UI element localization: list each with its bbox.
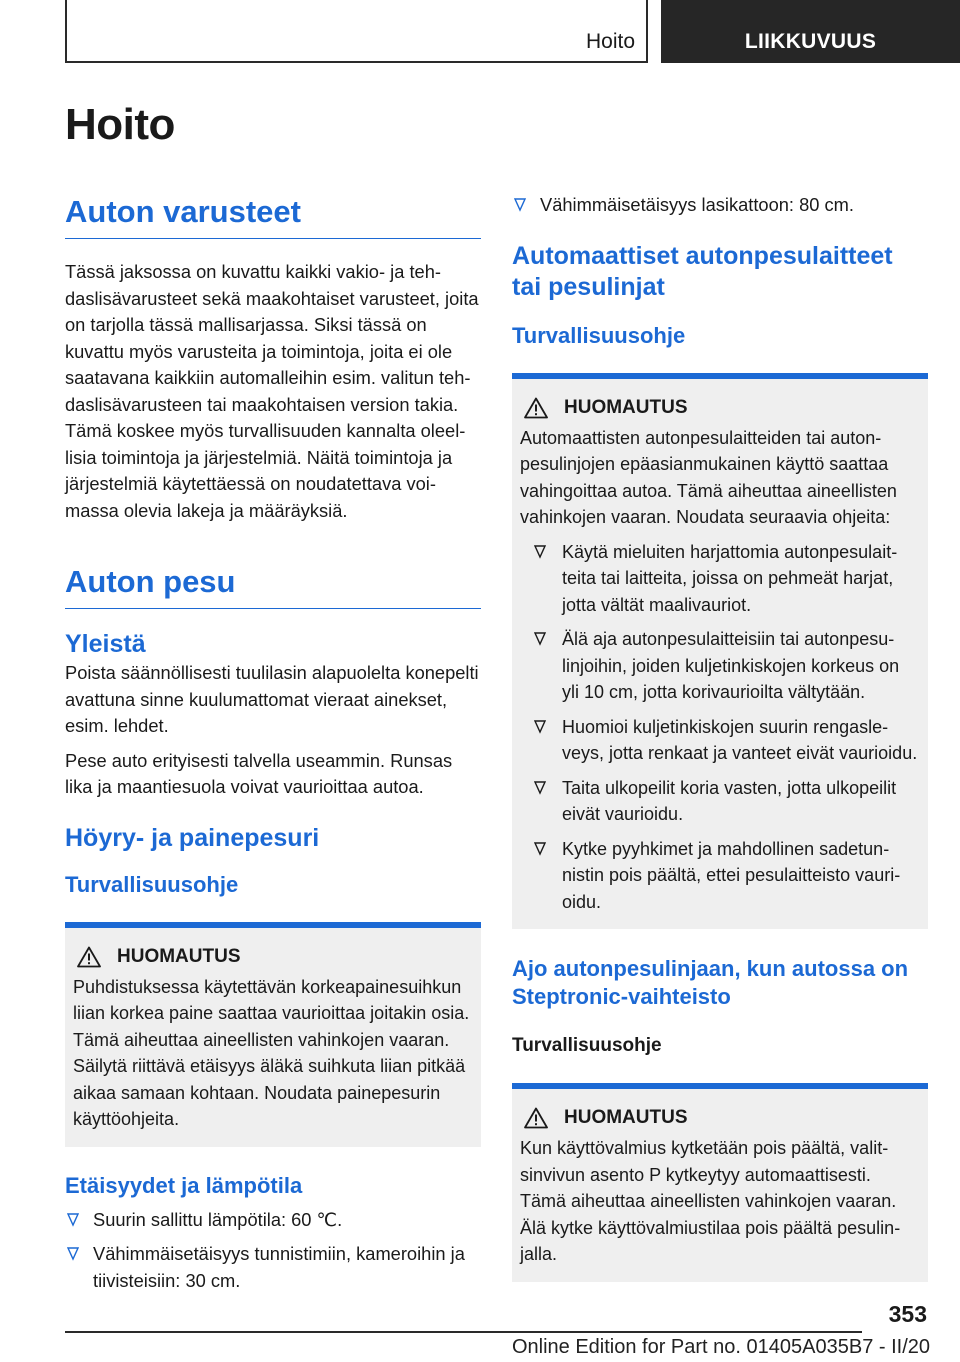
bullet-triangle-icon xyxy=(534,720,546,734)
header-section: Hoito xyxy=(585,30,635,53)
footer-divider xyxy=(65,1331,862,1333)
list-item: Huomioi kuljetinkiskojen suurin rengasleveys, jotta renkaat ja vanteet eivät vaurioidu. xyxy=(520,714,920,767)
general-paragraph-1: Poista säännöllisesti tuulilasin alapuolelta konepelti avattuna sinne kuulumattomat vieraat ainekset, esim. lehdet. xyxy=(65,662,479,736)
warning-box-carwash xyxy=(512,373,928,930)
heading-hoyry-painepesuri: Höyry- ja painepesuri xyxy=(65,823,320,852)
heading-turvallisuusohje: Turvallisuusohje xyxy=(65,871,239,897)
right-column xyxy=(512,192,928,1282)
heading-turvallisuusohje-steptronic: Turvallisuusohje xyxy=(512,1035,662,1056)
warning-header xyxy=(520,1107,920,1129)
heading-yleista: Yleistä xyxy=(65,630,146,658)
list-item: Käytä mieluiten harjattomia autonpesulaitteita tai laitteita, joissa on pehmeät harjat, jotta vältät maalivauriot. xyxy=(520,539,920,619)
warning-triangle-icon xyxy=(524,1107,548,1129)
heading-auton-pesu: Auton pesu xyxy=(65,560,481,609)
warning-triangle-icon xyxy=(77,946,101,968)
bullet-triangle-icon xyxy=(534,632,546,646)
list-item: Vähimmäisetäisyys tunnistimiin, kameroihin ja tiivisteisiin: 30 cm. xyxy=(65,1241,481,1294)
carwash-instructions-list xyxy=(520,539,920,916)
warning-title: HUOMAUTUS xyxy=(564,396,688,418)
warning-title: HUOMAUTUS xyxy=(564,1107,688,1128)
footer-edition: Online Edition for Part no. 01405A035B7 - II/20 xyxy=(511,1336,930,1358)
bullet-triangle-icon xyxy=(514,198,526,212)
distances-list xyxy=(65,1207,481,1295)
page-title: Hoito xyxy=(65,100,175,149)
warning-title: HUOMAUTUS xyxy=(117,945,241,967)
heading-auton-varusteet: Auton varusteet xyxy=(65,190,481,239)
bullet-triangle-icon xyxy=(534,545,546,559)
left-column xyxy=(65,190,481,1294)
warning-text: Kun käyttövalmius kytketään pois päältä, valitsinvivun asento P kytkeytyy automaattisesti. Tämä aiheuttaa aineellisten vahinkojen vaaran. Älä kytke käyttövalmiustilaa pois päältä pesulinjalla. xyxy=(520,1138,901,1264)
warning-text: Automaattisten autonpesulaitteiden tai autonpesulinjojen epäasianmukainen käyttö saattaa vahingoittaa autoa. Tämä aiheuttaa aineellisten vahinkojen vaaran. Noudata seuraavia ohjeita: xyxy=(520,427,897,527)
list-item: Suurin sallittu lämpötila: 60 ℃. xyxy=(65,1207,481,1234)
heading-etaisyydet-lampotila: Etäisyydet ja lämpötila xyxy=(65,1172,303,1198)
list-item: Kytke pyyhkimet ja mahdollinen sadetunnistin pois päältä, ettei pesulaitteisto vaurioidu. xyxy=(520,836,920,916)
bullet-triangle-icon xyxy=(67,1213,79,1227)
bullet-triangle-icon xyxy=(534,842,546,856)
general-paragraph-2: Pese auto erityisesti talvella useammin. Runsas lika ja maantiesuola voivat vaurioittaa autoa. xyxy=(65,749,453,797)
heading-ajo-autonpesulinjaan: Ajo autonpesulinjaan, kun autossa on Steptronic-vaihteisto xyxy=(512,956,909,1009)
list-item: Älä aja autonpesulaitteisiin tai autonpesulinjoihin, joiden kuljetinkiskojen korkeus on yli 10 cm, jotta korivaurioilta vältytään. xyxy=(520,626,920,706)
equipment-paragraph: Tässä jaksossa on kuvattu kaikki vakio- ja tehdaslisävarusteet sekä maakohtaiset varusteet, joita on tarjolla tässä mallisarjassa. Siksi tässä on kuvattu myös varusteita ja toimintoja, joita ei ole saatavana kaikkiin automalleihin esim. valitun tehdaslisävarusteen tai maakohtaisen version takia. Tämä koskee myös turvallisuuden kannalta oleellisia toimintoja ja järjestelmiä. Näitä toimintoja ja järjestelmiä käytettäessä on noudatettava voimassa olevia lakeja ja määräyksiä. xyxy=(65,261,479,521)
warning-text: Puhdistuksessa käytettävän korkeapainesuihkun liian korkea paine saattaa vaurioittaa joitakin osia. Tämä aiheuttaa aineellisten vahinkojen vaaran. Säilytä riittävä etäisyys äläkä suihkuta liian pitkää aikaa samaan kohtaan. Noudata painepesurin käyttöohjeita. xyxy=(73,976,470,1129)
bullet-triangle-icon xyxy=(67,1247,79,1261)
header-chapter: LIIKKUVUUS xyxy=(661,0,960,63)
heading-automaattiset-autonpesulaitteet: Automaattiset autonpesulaitteet tai pesulinjat xyxy=(512,241,893,301)
list-item: Vähimmäisetäisyys lasikattoon: 80 cm. xyxy=(512,192,928,219)
warning-triangle-icon xyxy=(524,397,548,419)
page-number: 353 xyxy=(888,1301,927,1327)
glass-roof-list xyxy=(512,192,928,219)
bullet-triangle-icon xyxy=(534,781,546,795)
warning-header xyxy=(73,946,473,968)
heading-turvallisuusohje-carwash: Turvallisuusohje xyxy=(512,322,686,348)
list-item: Taita ulkopeilit koria vasten, jotta ulkopeilit eivät vaurioidu. xyxy=(520,775,920,828)
warning-header xyxy=(520,397,920,419)
warning-box-steptronic xyxy=(512,1083,928,1282)
warning-box-pressure-washer xyxy=(65,922,481,1147)
header-frame xyxy=(65,0,648,63)
